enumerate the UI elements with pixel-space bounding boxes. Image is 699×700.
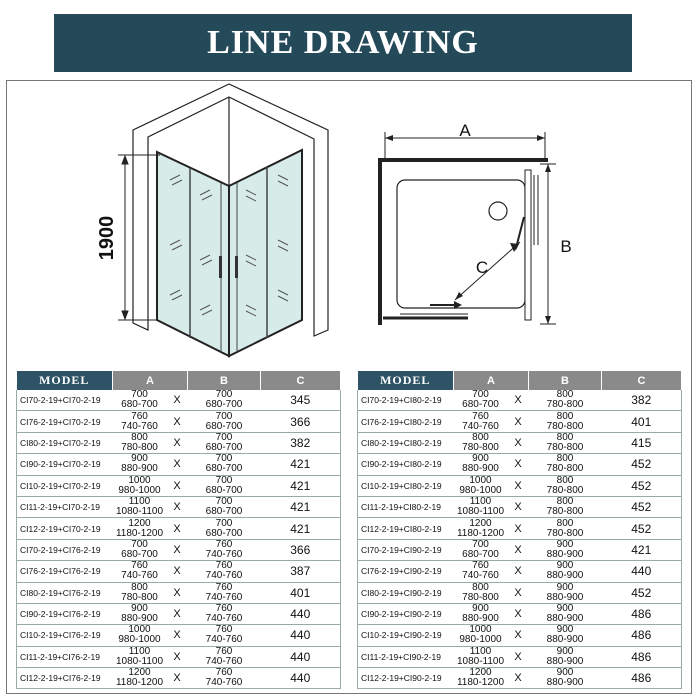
table-row: [17, 603, 341, 624]
table-row: [358, 390, 682, 411]
table-row: [358, 518, 682, 539]
dimension-a-range: 1180-1200: [456, 677, 505, 689]
table-row: [358, 454, 682, 475]
dimension-a-cell: [454, 411, 508, 432]
dimension-a-cell: [454, 390, 508, 411]
dimension-b-cell: [188, 475, 261, 496]
label-c: C: [475, 258, 489, 277]
separator-x: X: [508, 646, 529, 667]
dimension-a-nominal: 900: [131, 453, 148, 465]
dimension-b-cell: [188, 603, 261, 624]
dimension-b-nominal: 800: [556, 410, 574, 422]
dimension-a-cell: [113, 475, 167, 496]
model-cell: CI76-2-19+CI90-2-19: [358, 561, 454, 582]
dimension-c-cell: 440: [261, 603, 341, 624]
dimension-c-cell: 421: [261, 454, 341, 475]
dimension-a-range: 980-1000: [118, 484, 161, 496]
dimension-a-nominal: 1100: [128, 645, 151, 657]
model-cell: CI80-2-19+CI76-2-19: [17, 582, 113, 603]
separator-x: X: [167, 646, 188, 667]
dimension-b-range: 740-760: [205, 655, 243, 667]
dimension-a-cell: [113, 603, 167, 624]
model-cell: CI90-2-19+CI90-2-19: [358, 603, 454, 624]
separator-x: X: [167, 668, 188, 689]
dimension-a-cell: [454, 603, 508, 624]
dimension-b-cell: [188, 539, 261, 560]
dimension-c-cell: 452: [602, 454, 682, 475]
dimension-b-cell: [529, 411, 602, 432]
dimension-c-cell: 452: [602, 496, 682, 517]
dimension-a-cell: [454, 668, 508, 689]
dimension-b-nominal: 760: [215, 581, 233, 593]
separator-x: X: [167, 475, 188, 496]
dimension-a-range: 740-760: [462, 420, 499, 432]
dimension-b-cell: [529, 518, 602, 539]
dimension-b-range: 740-760: [205, 548, 243, 560]
dimension-c-cell: 421: [602, 539, 682, 560]
dimension-a-cell: [454, 561, 508, 582]
dimension-b-nominal: 700: [215, 389, 233, 401]
dimension-a-nominal: 1200: [469, 667, 492, 679]
dimension-a-range: 880-900: [462, 463, 499, 475]
dimension-c-cell: 382: [261, 432, 341, 453]
dimension-a-cell: [454, 496, 508, 517]
separator-x: X: [508, 561, 529, 582]
dimension-b-range: 880-900: [546, 570, 584, 582]
separator-x: X: [167, 390, 188, 411]
dimension-b-cell: [529, 454, 602, 475]
table-row: [358, 561, 682, 582]
header-a: A: [454, 371, 529, 390]
dimension-a-range: 980-1000: [118, 634, 161, 646]
dimension-a-cell: [113, 646, 167, 667]
dimension-a-nominal: 760: [131, 410, 148, 422]
dimension-b-cell: [188, 668, 261, 689]
model-cell: CI90-2-19+CI76-2-19: [17, 603, 113, 624]
dimension-a-range: 1180-1200: [115, 677, 164, 689]
dimension-b-cell: [529, 432, 602, 453]
dimension-a-nominal: 700: [131, 538, 148, 550]
dimension-b-range: 780-800: [546, 399, 584, 411]
dimension-b-range: 740-760: [205, 634, 243, 646]
dimension-b-range: 880-900: [546, 655, 584, 667]
dimension-b-nominal: 700: [215, 496, 233, 508]
dimension-b-cell: [529, 496, 602, 517]
dimension-a-cell: [454, 454, 508, 475]
separator-x: X: [167, 496, 188, 517]
dimension-a-nominal: 700: [472, 538, 489, 550]
table-row: [17, 561, 341, 582]
height-dimension: [118, 155, 160, 320]
dimension-a-nominal: 800: [472, 581, 489, 593]
dimension-a-cell: [113, 432, 167, 453]
dimension-table-left: [16, 371, 341, 689]
dimension-a-range: 680-700: [121, 399, 158, 411]
dimension-a-range: 740-760: [121, 420, 158, 432]
dimension-a-cell: [113, 411, 167, 432]
separator-x: X: [167, 561, 188, 582]
dimension-b-range: 780-800: [546, 506, 584, 518]
table-row: [17, 432, 341, 453]
dimension-a-range: 780-800: [121, 591, 158, 603]
dimension-a-range: 880-900: [121, 463, 158, 475]
model-cell: CI76-2-19+CI70-2-19: [17, 411, 113, 432]
page-title: LINE DRAWING: [54, 14, 632, 72]
dimension-a-range: 1080-1100: [456, 506, 505, 518]
dimension-b-range: 680-700: [205, 463, 243, 475]
dimension-b-nominal: 800: [556, 453, 574, 465]
dimension-a-range: 880-900: [462, 613, 499, 625]
dimension-b-cell: [529, 561, 602, 582]
model-cell: CI80-2-19+CI80-2-19: [358, 432, 454, 453]
dimension-b-range: 880-900: [546, 548, 584, 560]
dimension-c-cell: 415: [602, 432, 682, 453]
dimension-b-nominal: 800: [556, 389, 574, 401]
dimension-a-range: 780-800: [462, 441, 499, 453]
separator-x: X: [508, 518, 529, 539]
dimension-c-cell: 452: [602, 518, 682, 539]
dimension-a-range: 780-800: [121, 441, 158, 453]
table-row: [358, 625, 682, 646]
dimension-b-range: 880-900: [546, 591, 584, 603]
dimension-b-range: 780-800: [546, 484, 584, 496]
separator-x: X: [508, 390, 529, 411]
table-row: [358, 668, 682, 689]
dimension-b-range: 780-800: [546, 420, 584, 432]
table-row: [358, 582, 682, 603]
dimension-a-nominal: 1100: [469, 645, 492, 657]
dimension-a-nominal: 1200: [469, 517, 492, 529]
dimension-a-nominal: 1000: [469, 624, 492, 636]
dimension-c-cell: 366: [261, 411, 341, 432]
header-c: C: [261, 371, 341, 390]
separator-x: X: [167, 518, 188, 539]
dimension-a-cell: [113, 561, 167, 582]
dimension-a-range: 780-800: [462, 591, 499, 603]
dimension-a-range: 1080-1100: [115, 506, 164, 518]
dimension-a-nominal: 1100: [128, 496, 151, 508]
model-cell: CI10-2-19+CI90-2-19: [358, 625, 454, 646]
dimension-b-nominal: 900: [556, 538, 574, 550]
dimension-b-cell: [529, 582, 602, 603]
dimension-b-range: 680-700: [205, 506, 243, 518]
dimension-a-nominal: 900: [472, 453, 489, 465]
height-label: 1900: [96, 215, 118, 261]
dimension-b-range: 740-760: [205, 613, 243, 625]
model-cell: CI10-2-19+CI80-2-19: [358, 475, 454, 496]
separator-x: X: [508, 475, 529, 496]
dimension-c-cell: 440: [261, 646, 341, 667]
table-row: [17, 625, 341, 646]
model-cell: CI70-2-19+CI80-2-19: [358, 390, 454, 411]
dimension-a-nominal: 800: [472, 431, 489, 443]
dimension-a-nominal: 1100: [469, 496, 492, 508]
table-row: [358, 603, 682, 624]
model-cell: CI70-2-19+CI76-2-19: [17, 539, 113, 560]
dimension-a-nominal: 1200: [128, 517, 151, 529]
header-b: B: [529, 371, 602, 390]
dimension-c-cell: 421: [261, 475, 341, 496]
separator-x: X: [167, 539, 188, 560]
dimension-b-range: 680-700: [205, 441, 243, 453]
dimension-b-cell: [529, 668, 602, 689]
dimension-b-nominal: 800: [556, 496, 574, 508]
dimension-c-cell: 366: [261, 539, 341, 560]
separator-x: X: [167, 603, 188, 624]
dimension-a-cell: [113, 668, 167, 689]
dimension-b-nominal: 900: [556, 667, 574, 679]
dimension-b-cell: [188, 646, 261, 667]
dimension-c-cell: 440: [602, 561, 682, 582]
dimension-a-range: 680-700: [462, 548, 499, 560]
dimension-a-cell: [454, 518, 508, 539]
dimension-a-range: 680-700: [462, 399, 499, 411]
dimension-a-cell: [113, 518, 167, 539]
dimension-b-nominal: 700: [215, 453, 233, 465]
dimension-b-nominal: 800: [556, 474, 574, 486]
dimension-a-cell: [113, 390, 167, 411]
table-row: [358, 411, 682, 432]
label-b: B: [560, 237, 572, 256]
dimension-b-nominal: 900: [556, 560, 574, 572]
dimension-b-nominal: 760: [215, 560, 233, 572]
model-cell: CI70-2-19+CI70-2-19: [17, 390, 113, 411]
dimension-a-cell: [454, 475, 508, 496]
dimension-a-nominal: 1000: [128, 474, 151, 486]
dimension-a-range: 1180-1200: [456, 527, 505, 539]
dimension-a-nominal: 760: [472, 560, 489, 572]
model-cell: CI12-2-19+CI76-2-19: [17, 668, 113, 689]
dimension-a-cell: [113, 625, 167, 646]
dimension-b-cell: [188, 411, 261, 432]
dimension-b-range: 680-700: [205, 420, 243, 432]
dimension-b-cell: [188, 390, 261, 411]
dimension-c-cell: 387: [261, 561, 341, 582]
table-row: [17, 668, 341, 689]
dimension-c-cell: 401: [602, 411, 682, 432]
dimension-b-range: 880-900: [546, 677, 584, 689]
dimension-a-nominal: 800: [131, 581, 148, 593]
dimension-b-range: 740-760: [205, 677, 243, 689]
dimension-a-range: 1180-1200: [115, 527, 164, 539]
table-row: [358, 475, 682, 496]
separator-x: X: [167, 432, 188, 453]
dimension-b-cell: [188, 561, 261, 582]
dimension-a-cell: [454, 625, 508, 646]
dimension-c-cell: 440: [261, 668, 341, 689]
table-row: [17, 475, 341, 496]
model-cell: CI80-2-19+CI70-2-19: [17, 432, 113, 453]
separator-x: X: [167, 582, 188, 603]
dimension-c-cell: 382: [602, 390, 682, 411]
model-cell: CI76-2-19+CI76-2-19: [17, 561, 113, 582]
dimension-b-range: 680-700: [205, 399, 243, 411]
separator-x: X: [508, 496, 529, 517]
model-cell: CI70-2-19+CI90-2-19: [358, 539, 454, 560]
dimension-c-cell: 452: [602, 582, 682, 603]
model-cell: CI90-2-19+CI80-2-19: [358, 454, 454, 475]
dimension-a-cell: [454, 539, 508, 560]
dimension-a-cell: [113, 496, 167, 517]
dimension-b-cell: [188, 496, 261, 517]
table-row: [17, 411, 341, 432]
dimension-a-cell: [113, 454, 167, 475]
dimension-b-cell: [529, 646, 602, 667]
dimension-a-nominal: 900: [472, 603, 489, 615]
dimension-a-cell: [454, 582, 508, 603]
dimension-b-nominal: 900: [556, 624, 574, 636]
dimension-b-range: 780-800: [546, 441, 584, 453]
label-a: A: [459, 121, 471, 140]
dimension-c-cell: 421: [261, 496, 341, 517]
model-cell: CI10-2-19+CI76-2-19: [17, 625, 113, 646]
dimension-b-cell: [529, 475, 602, 496]
table-row: [17, 496, 341, 517]
dimension-a-nominal: 760: [472, 410, 489, 422]
separator-x: X: [508, 539, 529, 560]
table-row: [17, 646, 341, 667]
dimension-c-cell: 486: [602, 625, 682, 646]
dimension-b-cell: [529, 539, 602, 560]
dimension-b-nominal: 760: [215, 624, 233, 636]
dimension-b-range: 680-700: [205, 527, 243, 539]
table-row: [358, 432, 682, 453]
model-cell: CI12-2-19+CI80-2-19: [358, 518, 454, 539]
dimension-b-nominal: 760: [215, 603, 233, 615]
separator-x: X: [508, 625, 529, 646]
dimension-c-cell: 345: [261, 390, 341, 411]
dimension-b-range: 880-900: [546, 613, 584, 625]
dimension-a-nominal: 800: [131, 431, 148, 443]
dimension-a-nominal: 1000: [469, 474, 492, 486]
separator-x: X: [508, 603, 529, 624]
table-row: [17, 454, 341, 475]
dimension-c-cell: 486: [602, 646, 682, 667]
dimension-b-nominal: 900: [556, 645, 574, 657]
separator-x: X: [167, 625, 188, 646]
dimension-b-cell: [188, 582, 261, 603]
header-c: C: [602, 371, 682, 390]
dimension-a-cell: [113, 582, 167, 603]
dimension-a-cell: [454, 646, 508, 667]
dimension-b-cell: [529, 390, 602, 411]
dimension-a-cell: [113, 539, 167, 560]
separator-x: X: [508, 411, 529, 432]
dimension-b-cell: [188, 432, 261, 453]
separator-x: X: [508, 432, 529, 453]
dimension-b-nominal: 760: [215, 645, 233, 657]
table-row: [17, 582, 341, 603]
header-model: MODEL: [17, 371, 113, 390]
dimension-b-range: 780-800: [546, 463, 584, 475]
dimension-a-range: 980-1000: [459, 484, 502, 496]
dimension-b-cell: [529, 625, 602, 646]
dimension-b-nominal: 700: [215, 474, 233, 486]
model-cell: CI76-2-19+CI80-2-19: [358, 411, 454, 432]
dimension-a-nominal: 700: [472, 389, 489, 401]
dimension-a-range: 740-760: [462, 570, 499, 582]
dimension-table-right: [357, 371, 682, 689]
table-row: [17, 518, 341, 539]
model-cell: CI90-2-19+CI70-2-19: [17, 454, 113, 475]
dimension-a-nominal: 900: [131, 603, 148, 615]
dimension-c-cell: 486: [602, 603, 682, 624]
dimension-c-cell: 421: [261, 518, 341, 539]
dimension-b-nominal: 700: [215, 517, 233, 529]
model-cell: CI11-2-19+CI80-2-19: [358, 496, 454, 517]
dimension-b-range: 740-760: [205, 591, 243, 603]
plan-view: [378, 132, 556, 325]
dimension-b-range: 740-760: [205, 570, 243, 582]
separator-x: X: [167, 454, 188, 475]
dimension-c-cell: 452: [602, 475, 682, 496]
header-model: MODEL: [358, 371, 454, 390]
dimension-b-cell: [188, 625, 261, 646]
dimension-a-nominal: 760: [131, 560, 148, 572]
dimension-b-nominal: 700: [215, 410, 233, 422]
dimension-b-nominal: 800: [556, 431, 574, 443]
dimension-b-range: 780-800: [546, 527, 584, 539]
dimension-b-range: 880-900: [546, 634, 584, 646]
separator-x: X: [167, 411, 188, 432]
dimension-a-range: 880-900: [121, 613, 158, 625]
table-row: [17, 390, 341, 411]
dimension-b-cell: [529, 603, 602, 624]
dimension-b-range: 680-700: [205, 484, 243, 496]
separator-x: X: [508, 668, 529, 689]
dimension-a-range: 680-700: [121, 548, 158, 560]
dimension-a-range: 740-760: [121, 570, 158, 582]
dimension-a-nominal: 1200: [128, 667, 151, 679]
model-cell: CI12-2-19+CI70-2-19: [17, 518, 113, 539]
table-row: [358, 539, 682, 560]
dimension-b-nominal: 760: [215, 538, 233, 550]
dimension-b-nominal: 900: [556, 603, 574, 615]
model-cell: CI11-2-19+CI90-2-19: [358, 646, 454, 667]
table-row: [358, 646, 682, 667]
table-row: [17, 539, 341, 560]
dimension-a-cell: [454, 432, 508, 453]
model-cell: CI12-2-19+CI90-2-19: [358, 668, 454, 689]
model-cell: CI11-2-19+CI76-2-19: [17, 646, 113, 667]
dimension-a-range: 1080-1100: [115, 655, 164, 667]
dimension-b-cell: [188, 454, 261, 475]
dimension-b-nominal: 900: [556, 581, 574, 593]
dimension-b-nominal: 700: [215, 431, 233, 443]
dimension-b-nominal: 800: [556, 517, 574, 529]
dimension-a-range: 980-1000: [459, 634, 502, 646]
model-cell: CI80-2-19+CI90-2-19: [358, 582, 454, 603]
dimension-a-nominal: 700: [131, 389, 148, 401]
separator-x: X: [508, 582, 529, 603]
dimension-a-range: 1080-1100: [456, 655, 505, 667]
header-a: A: [113, 371, 188, 390]
dimension-c-cell: 401: [261, 582, 341, 603]
dimension-c-cell: 486: [602, 668, 682, 689]
dimension-a-nominal: 1000: [128, 624, 151, 636]
dimension-b-cell: [188, 518, 261, 539]
model-cell: CI10-2-19+CI70-2-19: [17, 475, 113, 496]
model-cell: CI11-2-19+CI70-2-19: [17, 496, 113, 517]
header-b: B: [188, 371, 261, 390]
dimension-b-nominal: 760: [215, 667, 233, 679]
separator-x: X: [508, 454, 529, 475]
dimension-c-cell: 440: [261, 625, 341, 646]
table-row: [358, 496, 682, 517]
